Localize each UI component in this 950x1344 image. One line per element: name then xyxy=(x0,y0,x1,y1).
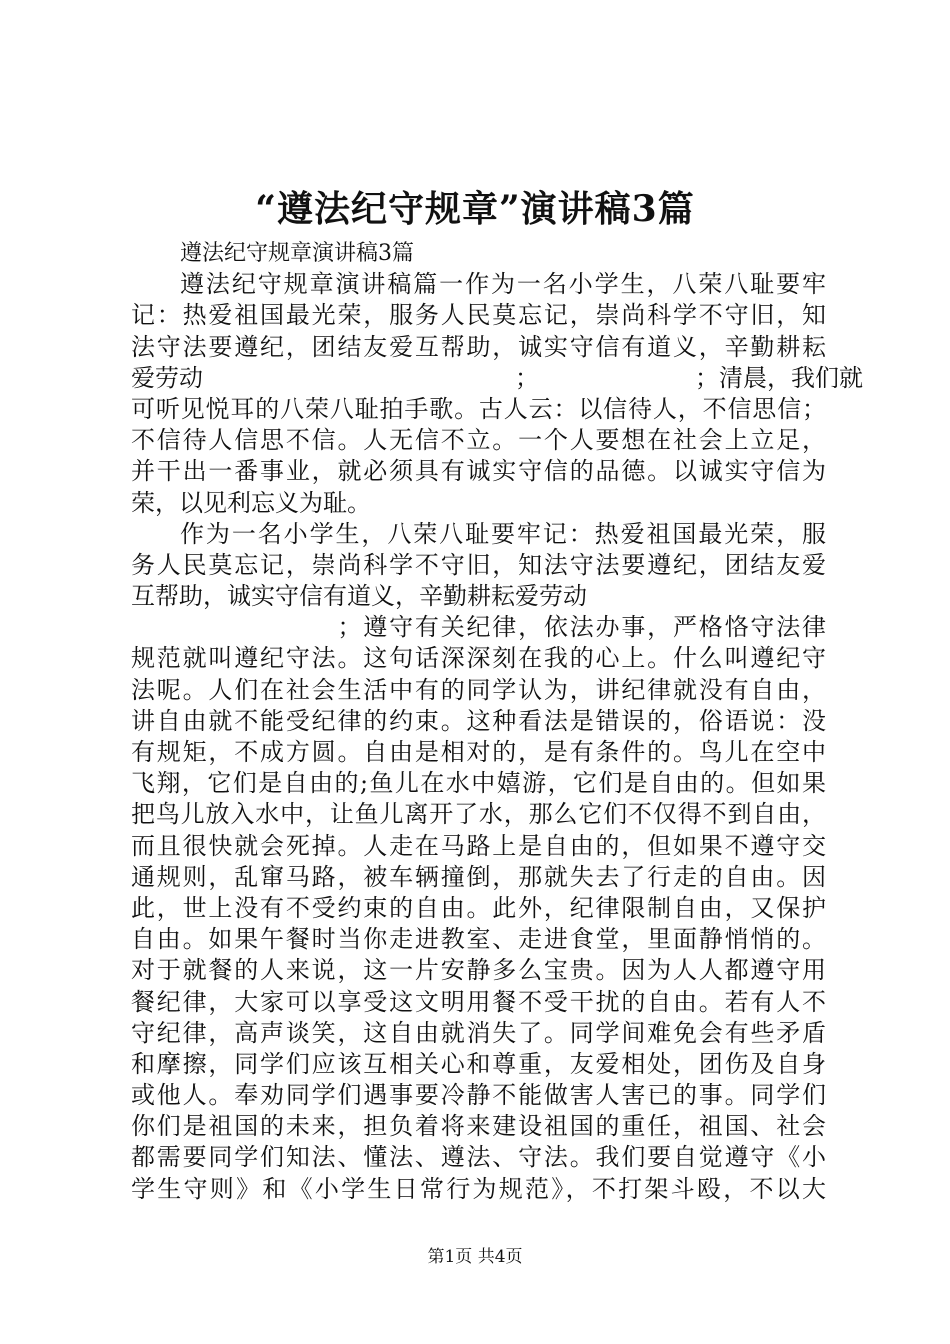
text-line: 或他人。奉劝同学们遇事要冷静不能做害人害已的事。同学们 xyxy=(131,1081,826,1110)
text-line: 荣，以见利忘义为耻。 xyxy=(131,488,371,517)
text-line: 可听见悦耳的八荣八耻拍手歌。古人云：以信待人，不信思信； xyxy=(131,394,826,423)
document-body xyxy=(131,238,863,1205)
text-line: 并干出一番事业，就必须具有诚实守信的品德。以诚实守信为 xyxy=(131,457,826,486)
text-line: 遵法纪守规章演讲稿篇一作为一名小学生，八荣八耻要牢 xyxy=(180,270,826,299)
text-line: 记：热爱祖国最光荣，服务人民莫忘记，崇尚科学不守旧，知 xyxy=(131,301,826,330)
document-title: “遵法纪守规章”演讲稿3篇 xyxy=(255,188,695,230)
text-line: 和摩擦，同学们应该互相关心和尊重，友爱相处，团伤及自身 xyxy=(131,1049,826,1078)
text-line: 法守法要遵纪，团结友爱互帮助，诚实守信有道义，辛勤耕耘 xyxy=(131,332,826,361)
text-line: 不信待人信思不信。人无信不立。一个人要想在社会上立足， xyxy=(131,426,826,455)
text-line: 互帮助，诚实守信有道义，辛勤耕耘爱劳动 xyxy=(131,582,587,611)
text-line: 作为一名小学生，八荣八耻要牢记：热爱祖国最光荣，服 xyxy=(180,519,826,548)
text-line: 学生守则》和《小学生日常行为规范》，不打架斗殴，不以大 xyxy=(131,1174,826,1203)
document-subtitle: 遵法纪守规章演讲稿3篇 xyxy=(180,241,414,266)
text-line: 对于就餐的人来说，这一片安静多么宝贵。因为人人都遵守用 xyxy=(131,956,826,985)
text-line: 规范就叫遵纪守法。这句话深深刻在我的心上。什么叫遵纪守 xyxy=(131,644,826,673)
text-line: 餐纪律，大家可以享受这文明用餐不受干扰的自由。若有人不 xyxy=(131,987,826,1016)
text-line: ；遵守有关纪律，依法办事，严格恪守法律 xyxy=(131,613,826,642)
text-line: 自由。如果午餐时当你走进教室、走进食堂，里面静悄悄的。 xyxy=(131,925,826,954)
page-number-footer: 第1页 共4页 xyxy=(427,1247,523,1267)
text-line: 都需要同学们知法、懂法、遵法、守法。我们要自觉遵守《小 xyxy=(131,1143,826,1172)
text-line: 而且很快就会死掉。人走在马路上是自由的，但如果不遵守交 xyxy=(131,831,826,860)
text-line: 务人民莫忘记，崇尚科学不守旧，知法守法要遵纪，团结友爱 xyxy=(131,550,826,579)
text-line: 法呢。人们在社会生活中有的同学认为，讲纪律就没有自由， xyxy=(131,675,826,704)
text-line: 你们是祖国的未来，担负着将来建设祖国的重任，祖国、社会 xyxy=(131,1112,826,1141)
text-line: 爱劳动 ； ；清晨，我们就 xyxy=(131,363,863,392)
text-line: 此，世上没有不受约束的自由。此外，纪律限制自由，又保护 xyxy=(131,893,826,922)
text-line: 通规则，乱窜马路，被车辆撞倒，那就失去了行走的自由。因 xyxy=(131,862,826,891)
text-line: 有规矩，不成方圆。自由是相对的，是有条件的。鸟儿在空中 xyxy=(131,738,826,766)
text-line: 飞翔，它们是自由的;鱼儿在水中嬉游，它们是自由的。但如果 xyxy=(131,769,826,798)
text-line: 讲自由就不能受纪律的约束。这种看法是错误的，俗语说：没 xyxy=(131,706,826,735)
text-line: 把鸟儿放入水中，让鱼儿离开了水，那么它们不仅得不到自由， xyxy=(131,800,826,829)
text-line: 守纪律，高声谈笑，这自由就消失了。同学间难免会有些矛盾 xyxy=(131,1018,826,1047)
